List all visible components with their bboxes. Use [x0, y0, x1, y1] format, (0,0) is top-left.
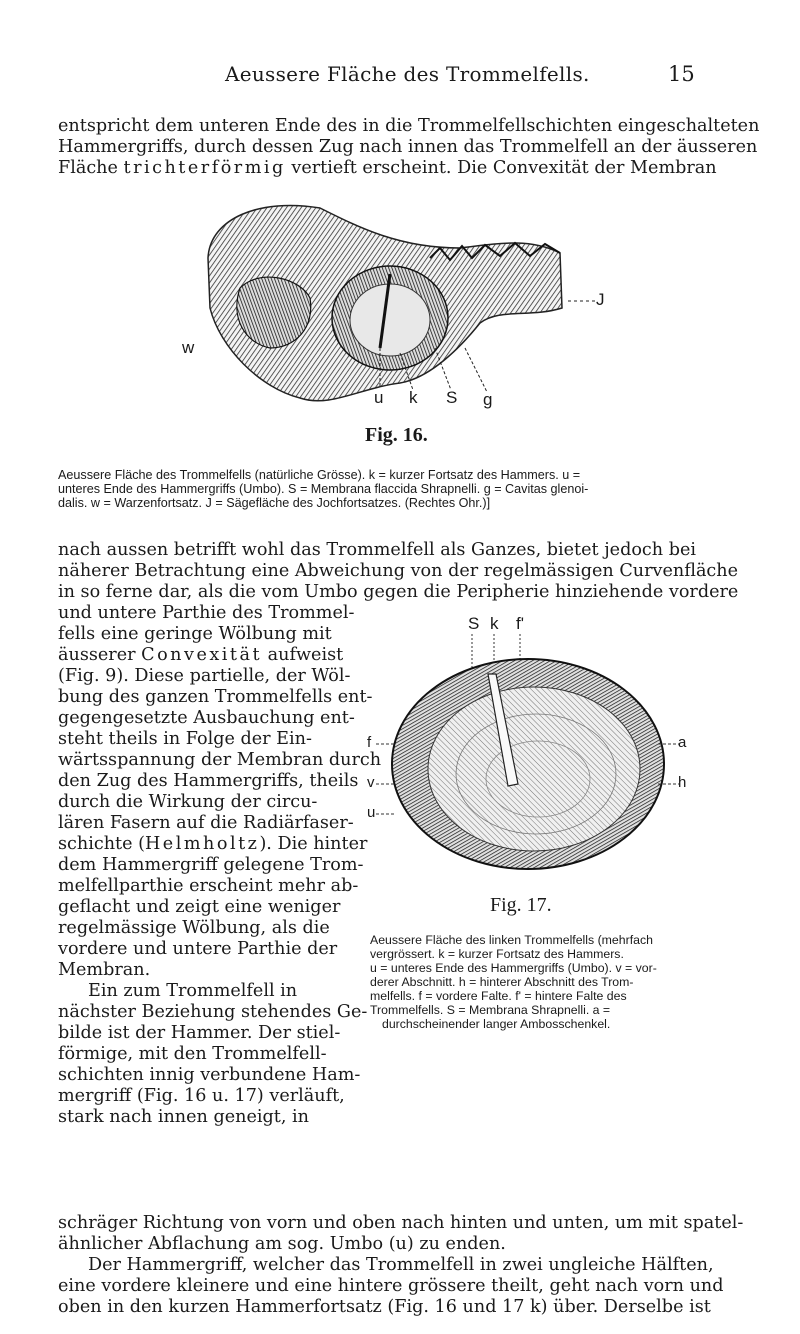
paragraph-intro	[58, 116, 760, 179]
text-line: gegengesetzte Ausbauchung ent-	[58, 708, 355, 728]
label-f: f	[367, 734, 372, 751]
label-v: v	[367, 774, 375, 791]
text-line: nächster Beziehung stehendes Ge-	[58, 1002, 368, 1022]
label-h: h	[678, 774, 687, 791]
text-line: Hammergriffs, durch dessen Zug nach innen das Trommelfell an der äusseren	[58, 137, 758, 157]
caption-line: dalis. w = Warzenfortsatz. J = Sägefläche des Jochfortsatzes. (Rechtes Ohr.)]	[58, 496, 491, 510]
text-line: näherer Betrachtung eine Abweichung von der regelmässigen Curvenfläche	[58, 561, 739, 581]
text-line: Fläche trichterförmig vertieft erscheint. Die Convexität der Membran	[58, 158, 717, 178]
text-line: Membran.	[58, 960, 151, 980]
text-line: förmige, mit den Trommelfell-	[58, 1044, 327, 1064]
text-line: ähnlicher Abflachung am sog. Umbo (u) zu enden.	[58, 1234, 506, 1254]
figure-17-caption	[370, 933, 690, 1031]
paragraph-hammer	[58, 1213, 744, 1318]
figure-16-caption	[58, 468, 748, 510]
text-line: oben in den kurzen Hammerfortsatz (Fig. 16 und 17 k) über. Derselbe ist	[58, 1297, 711, 1317]
text-line: geflacht und zeigt eine weniger	[58, 897, 341, 917]
figure-16	[182, 198, 605, 468]
text-line: vordere und untere Parthie der	[58, 939, 338, 959]
text-line: Ein zum Trommelfell in	[88, 981, 298, 1001]
text-line: (Fig. 9). Diese partielle, der Wöl-	[58, 666, 351, 686]
text-line: Der Hammergriff, welcher das Trommelfell in zwei ungleiche Hälften,	[88, 1255, 714, 1275]
text-line: entspricht dem unteren Ende des in die Trommelfellschichten eingeschalteten	[58, 116, 760, 136]
text-line: nach aussen betrifft wohl das Trommelfell als Ganzes, bietet jedoch bei	[58, 540, 696, 560]
label-J: J	[596, 290, 605, 309]
author-name: Helmholtz	[144, 834, 260, 854]
text-line: bilde ist der Hammer. Der stiel-	[58, 1023, 341, 1043]
running-title: Aeussere Fläche des Trommelfells.	[225, 62, 590, 86]
label-u: u	[374, 388, 384, 407]
page-number: 15	[668, 62, 695, 86]
emphasis-text: Convexität	[141, 645, 263, 665]
page-header	[0, 62, 800, 92]
label-g: g	[483, 390, 493, 409]
left-column-text	[58, 603, 382, 1128]
text-line: fells eine geringe Wölbung mit	[58, 624, 332, 644]
paragraph-curvature	[58, 540, 738, 603]
text-line: den Zug des Hammergriffs, theils	[58, 771, 359, 791]
label-w: w	[182, 338, 195, 357]
label-k: k	[409, 388, 418, 407]
text-line: schichten innig verbundene Ham-	[58, 1065, 361, 1085]
text-line: regelmässige Wölbung, als die	[58, 918, 330, 938]
label-S: S	[468, 614, 480, 633]
label-u: u	[367, 804, 376, 821]
label-f-prime: f'	[516, 614, 524, 633]
text-line: bung des ganzen Trommelfells ent-	[58, 687, 373, 707]
text-line: schichte (Helmholtz). Die hinter	[58, 834, 368, 854]
text-line: eine vordere kleinere und eine hintere grössere theilt, geht nach vorn und	[58, 1276, 724, 1296]
text-line: steht theils in Folge der Ein-	[58, 729, 312, 749]
text-line: äusserer Convexität aufweist	[58, 645, 344, 665]
caption-line: Aeussere Fläche des Trommelfells (natürliche Grösse). k = kurzer Fortsatz des Hammers. u =	[58, 468, 581, 482]
text-line: lären Fasern auf die Radiärfaser-	[58, 813, 354, 833]
label-k: k	[490, 614, 499, 633]
caption-line: durchscheinender langer Ambosschenkel.	[382, 1017, 611, 1031]
caption-line: unteres Ende des Hammergriffs (Umbo). S = Membrana flaccida Shrapnelli. g = Cavitas glenoi-	[58, 482, 589, 496]
text-line: dem Hammergriff gelegene Trom-	[58, 855, 364, 875]
text-line: und untere Parthie des Trommel-	[58, 603, 355, 623]
text-line: wärtsspannung der Membran durch	[58, 750, 382, 770]
caption-line: vergrössert. k = kurzer Fortsatz des Hammers.	[370, 947, 624, 961]
text-line: schräger Richtung von vorn und oben nach hinten und unten, um mit spatel-	[58, 1213, 744, 1233]
text-line: durch die Wirkung der circu-	[58, 792, 318, 812]
emphasis-text: trichterförmig	[123, 158, 286, 178]
caption-line: melfells. f = vordere Falte. f' = hintere Falte des	[370, 989, 627, 1003]
text-line: mergriff (Fig. 16 u. 17) verläuft,	[58, 1086, 345, 1106]
caption-line: u = unteres Ende des Hammergriffs (Umbo). v = vor-	[370, 961, 657, 975]
figure-17-title: Fig. 17.	[490, 894, 552, 916]
label-S: S	[446, 388, 458, 407]
caption-line: Trommelfells. S = Membrana Shrapnelli. a =	[370, 1003, 611, 1017]
label-a: a	[678, 734, 687, 751]
text-line: melfellparthie erscheint mehr ab-	[58, 876, 359, 896]
text-line: stark nach innen geneigt, in	[58, 1107, 309, 1127]
caption-line: Aeussere Fläche des linken Trommelfells (mehrfach	[370, 933, 653, 947]
text-line: in so ferne dar, als die vom Umbo gegen die Peripherie hinziehende vordere	[58, 582, 739, 602]
caption-line: derer Abschnitt. h = hinterer Abschnitt des Trom-	[370, 975, 634, 989]
figure-16-title: Fig. 16.	[365, 424, 428, 446]
eardrum-illustration-magnified	[368, 634, 688, 884]
